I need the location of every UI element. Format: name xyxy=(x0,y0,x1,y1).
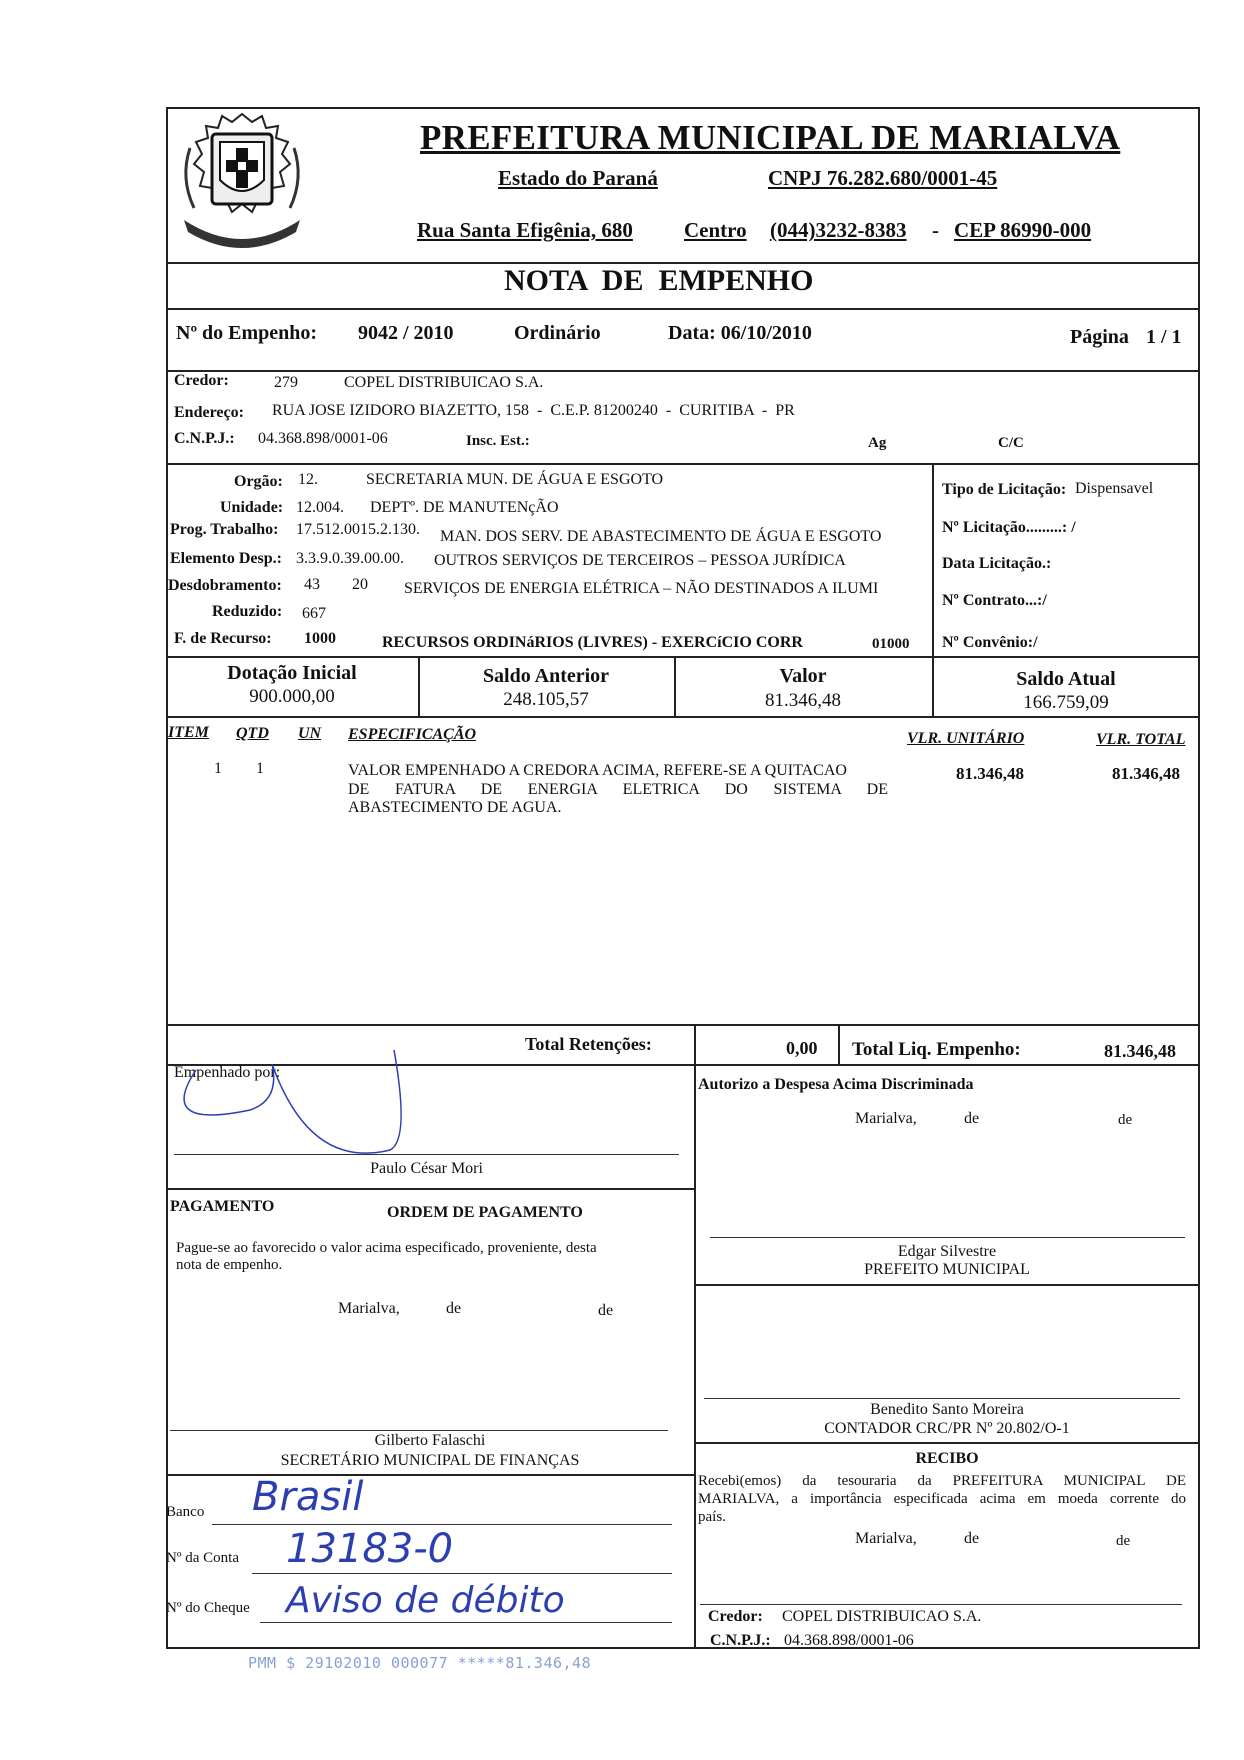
pagamento-text-2: nota de empenho. xyxy=(176,1257,283,1273)
saldo-atual-label: Saldo Atual xyxy=(1016,668,1116,690)
cheque-label: Nº do Cheque xyxy=(166,1600,250,1616)
liquido-label: Total Liq. Empenho: xyxy=(852,1039,1021,1060)
bank-stamp: PMM $ 29102010 000077 *****81.346,48 xyxy=(248,1654,592,1672)
licitacao-data: Data Licitação.: xyxy=(942,555,1052,572)
licitacao-numero: Nº Licitação.........: / xyxy=(942,519,1076,536)
liquido-value: 81.346,48 xyxy=(1104,1041,1176,1061)
cheque-handwritten: Aviso de débito xyxy=(286,1580,565,1621)
agency-label: Ag xyxy=(868,435,887,451)
empenho-type: Ordinário xyxy=(514,322,601,344)
contador-nome: Benedito Santo Moreira xyxy=(870,1401,1024,1418)
autorizo-de-2: de xyxy=(1118,1112,1133,1128)
elemento-value: OUTROS SERVIÇOS DE TERCEIROS – PESSOA JURÍDICA xyxy=(434,552,846,569)
empenhado-label: Empenhado por: xyxy=(174,1064,281,1081)
recibo-text-2: MARIALVA, a importância especificada acima em moeda corrente do xyxy=(698,1491,1186,1507)
reduzido-value: 667 xyxy=(302,605,326,622)
header-cnpj: CNPJ 76.282.680/0001-45 xyxy=(768,166,998,190)
endereco-value: RUA JOSE IZIDORO BIAZETTO, 158 - C.E.P. 81200240 - CURITIBA - PR xyxy=(272,402,795,419)
prefeito-nome: Edgar Silvestre xyxy=(897,1243,997,1260)
secretario-cargo: SECRETÁRIO MUNICIPAL DE FINANÇAS xyxy=(280,1452,580,1469)
empenho-date: Data: 06/10/2010 xyxy=(668,322,812,344)
credor-label: Credor: xyxy=(174,372,229,389)
unidade-code: 12.004. xyxy=(296,499,344,516)
saldo-anterior-value: 248.105,57 xyxy=(503,689,589,710)
header-state: Estado do Paraná xyxy=(498,166,658,190)
unidade-value: DEPTº. DE MANUTENçÃO xyxy=(370,499,559,516)
recibo-credor-label: Credor: xyxy=(708,1608,763,1625)
autorizo-local: Marialva, xyxy=(855,1110,917,1127)
elemento-label: Elemento Desp.: xyxy=(170,550,282,567)
elemento-code: 3.3.9.0.39.00.00. xyxy=(296,550,404,567)
pagamento-text-1: Pague-se ao favorecido o valor acima especificado, proveniente, desta xyxy=(176,1240,597,1256)
coat-of-arms xyxy=(170,108,315,256)
header-cep: CEP 86990-000 xyxy=(954,218,1092,242)
header-address: Rua Santa Efigênia, 680 xyxy=(417,218,633,242)
cnpj-value: 04.368.898/0001-06 xyxy=(258,430,388,447)
signature-empenhado xyxy=(160,1040,420,1160)
dotacao-label: Dotação Inicial xyxy=(227,662,357,684)
empenho-number-label: Nº do Empenho: xyxy=(176,322,318,344)
cnpj-label: C.N.P.J.: xyxy=(174,430,235,447)
header-title: PREFEITURA MUNICIPAL DE MARIALVA xyxy=(420,118,1121,157)
pagamento-local: Marialva, xyxy=(338,1300,400,1317)
desdobramento-label: Desdobramento: xyxy=(168,577,282,594)
recibo-local: Marialva, xyxy=(855,1530,917,1547)
desdobramento-code-2: 20 xyxy=(352,576,368,593)
contrato-number: Nº Contrato...:/ xyxy=(942,592,1047,609)
recibo-de-2: de xyxy=(1116,1533,1131,1549)
conta-handwritten: 13183-0 xyxy=(286,1526,454,1572)
desdobramento-value: SERVIÇOS DE ENERGIA ELÉTRICA – NÃO DESTINADOS A ILUMI xyxy=(404,580,879,597)
orgao-code: 12. xyxy=(298,471,318,488)
orgao-label: Orgão: xyxy=(234,473,283,490)
recurso-value: RECURSOS ORDINáRIOS (LIVRES) - EXERCíCIO CORR xyxy=(382,634,803,651)
recibo-de-1: de xyxy=(964,1530,980,1547)
recibo-text-1: Recebi(emos) da tesouraria da PREFEITURA MUNICIPAL DE xyxy=(698,1473,1186,1489)
insc-est-label: Insc. Est.: xyxy=(466,433,530,449)
autorizo-title: Autorizo a Despesa Acima Discriminada xyxy=(698,1076,974,1093)
saldo-anterior-label: Saldo Anterior xyxy=(482,665,610,687)
page-label: Página xyxy=(1070,326,1129,348)
col-header-especificacao: ESPECIFICAÇÃO xyxy=(348,726,477,743)
endereco-label: Endereço: xyxy=(174,404,244,421)
document-title: NOTA DE EMPENHO xyxy=(504,264,814,297)
row-description-2: DE FATURA DE ENERGIA ELETRICA DO SISTEMA DE xyxy=(348,781,888,798)
header-district: Centro xyxy=(684,218,747,242)
desdobramento-code-1: 43 xyxy=(304,576,320,593)
prefeito-cargo: PREFEITO MUNICIPAL xyxy=(864,1261,1030,1278)
pagamento-de-2: de xyxy=(598,1302,614,1319)
recibo-cnpj: 04.368.898/0001-06 xyxy=(784,1632,914,1649)
col-header-qtd: QTD xyxy=(236,725,269,742)
pagamento-title: PAGAMENTO xyxy=(170,1198,275,1215)
empenhado-nome: Paulo César Mori xyxy=(370,1160,483,1177)
empenho-number: 9042 / 2010 xyxy=(358,322,454,344)
recurso-label: F. de Recurso: xyxy=(174,630,272,647)
orgao-value: SECRETARIA MUN. DE ÁGUA E ESGOTO xyxy=(366,471,664,488)
page-number: 1 / 1 xyxy=(1146,326,1182,348)
header-phone: (044)3232-8383 xyxy=(770,218,907,242)
dotacao-value: 900.000,00 xyxy=(249,686,335,707)
secretario-nome: Gilberto Falaschi xyxy=(374,1432,486,1449)
recibo-text-3: país. xyxy=(698,1509,726,1525)
recibo-credor: COPEL DISTRIBUICAO S.A. xyxy=(782,1608,982,1625)
col-header-un: UN xyxy=(298,725,322,742)
banco-handwritten: Brasil xyxy=(252,1474,364,1520)
licitacao-tipo-label: Tipo de Licitação: xyxy=(942,481,1067,498)
pagamento-de-1: de xyxy=(446,1300,462,1317)
ordem-pagamento-title: ORDEM DE PAGAMENTO xyxy=(387,1204,583,1221)
banco-label: Banco xyxy=(166,1504,205,1520)
credor-code: 279 xyxy=(274,374,298,391)
prog-value: MAN. DOS SERV. DE ABASTECIMENTO DE ÁGUA E ESGOTO xyxy=(440,528,882,545)
recurso-code-2: 01000 xyxy=(872,636,910,652)
account-label: C/C xyxy=(998,435,1024,451)
valor-value: 81.346,48 xyxy=(765,690,841,711)
unidade-label: Unidade: xyxy=(220,499,284,516)
row-item: 1 xyxy=(214,760,222,777)
row-total-value: 81.346,48 xyxy=(1112,764,1180,783)
autorizo-de-1: de xyxy=(964,1110,980,1127)
retencoes-value: 0,00 xyxy=(786,1038,818,1058)
row-description-1: VALOR EMPENHADO A CREDORA ACIMA, REFERE-SE A QUITACAO xyxy=(348,762,847,779)
col-header-unit-value: VLR. UNITÁRIO xyxy=(907,730,1025,747)
credor-name: COPEL DISTRIBUICAO S.A. xyxy=(344,374,544,391)
header-separator: - xyxy=(932,218,939,242)
recibo-cnpj-label: C.N.P.J.: xyxy=(710,1632,771,1649)
contador-cargo: CONTADOR CRC/PR Nº 20.802/O-1 xyxy=(824,1420,1070,1437)
licitacao-tipo: Dispensavel xyxy=(1075,480,1154,497)
row-description-3: ABASTECIMENTO DE AGUA. xyxy=(348,799,562,816)
prog-code: 17.512.0015.2.130. xyxy=(296,521,420,538)
convenio-number: Nº Convênio:/ xyxy=(942,634,1038,651)
conta-label: Nº da Conta xyxy=(166,1550,239,1566)
recurso-code: 1000 xyxy=(304,630,336,647)
prog-label: Prog. Trabalho: xyxy=(170,521,279,538)
col-header-item: ITEM xyxy=(168,724,209,741)
svg-text:MARIALVA: MARIALVA xyxy=(219,229,265,239)
saldo-atual-value: 166.759,09 xyxy=(1023,692,1109,713)
recibo-title: RECIBO xyxy=(915,1450,979,1467)
retencoes-label: Total Retenções: xyxy=(525,1034,652,1054)
row-unit-value: 81.346,48 xyxy=(956,764,1024,783)
col-header-total-value: VLR. TOTAL xyxy=(1096,731,1186,748)
reduzido-label: Reduzido: xyxy=(212,603,283,620)
valor-label: Valor xyxy=(779,665,827,687)
row-qtd: 1 xyxy=(256,760,264,777)
